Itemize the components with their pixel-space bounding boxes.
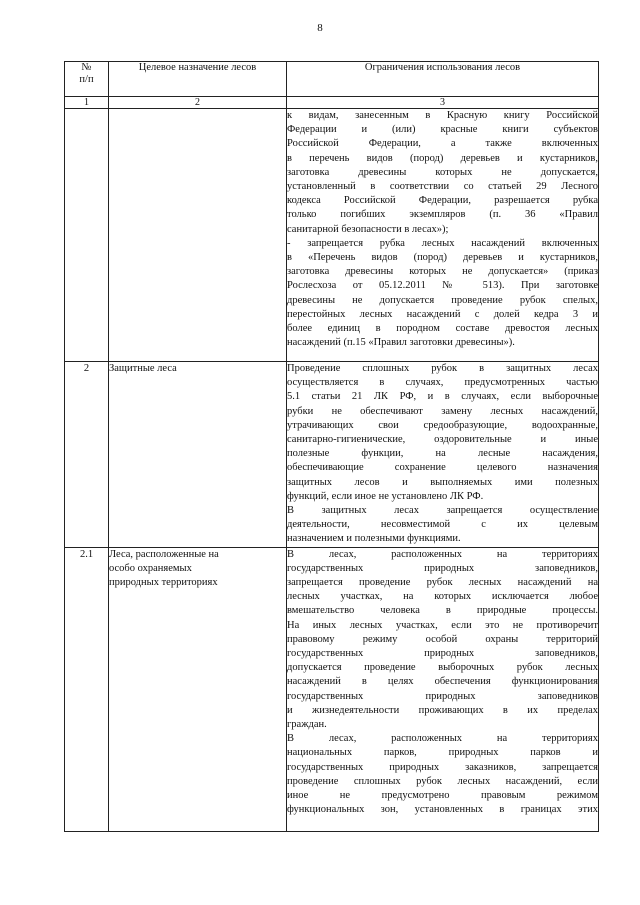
text-line: Защитные леса — [109, 363, 177, 374]
text-line: В лесах, расположенных на территориях — [287, 733, 598, 745]
row-number — [65, 109, 109, 362]
header-purpose: Целевое назначение лесов — [109, 62, 287, 97]
text-line: утрачивающих свои средообразующие, водоохранные, — [287, 419, 598, 431]
text-line: В лесах, расположенных на территориях — [287, 548, 598, 560]
text-line: допускается проведение выборочных рубок лесных — [287, 662, 598, 674]
row-purpose — [109, 547, 287, 831]
text-line: перестойных лесных насаждений с долей кедра 3 и — [287, 308, 598, 320]
text-line: более единиц в породном составе древостоя лесных — [287, 323, 598, 335]
text-line: защитных лесов и выполняемых ими полезных — [287, 476, 598, 488]
text-line: национальных парков, природных парков и — [287, 747, 598, 759]
text-line: насаждений (п.15 «Правил заготовки древесины»). — [287, 337, 515, 349]
text-line: и жизнедеятельности проживающих в их пределах — [287, 704, 598, 716]
text-line: только погибших экземпляров (п. 36 «Правил — [287, 209, 598, 221]
header-restrictions: Ограничения использования лесов — [287, 62, 599, 97]
text-line: обеспечивающие сохранение целевого назначения — [287, 462, 598, 474]
text-line: природных территориях — [109, 577, 218, 589]
column-numbers-row — [65, 97, 599, 109]
text-line: Леса, расположенные на — [109, 548, 219, 560]
text-line: иное не предусмотрено правовым режимом — [287, 790, 598, 802]
row-restrictions — [287, 547, 599, 831]
text-line: Рослесхоза от 05.12.2011 № 513). При заготовке — [287, 280, 598, 292]
text-line: осуществляется в случаях, предусмотренных частью — [287, 377, 598, 389]
text-line: назначением и полезными функциями. — [287, 533, 461, 545]
row-restrictions — [287, 362, 599, 548]
text-line: кодекса Российской Федерации, разрешается рубка — [287, 195, 598, 207]
text-line: заготовка древесины которых не допускается, — [287, 166, 598, 178]
text-line: проведение сплошных рубок лесных насаждений, если — [287, 775, 598, 787]
text-line: граждан. — [287, 719, 327, 731]
header-number-line: № — [81, 62, 92, 73]
text-line: государственных природных заказников, запрещается — [287, 761, 598, 773]
text-line: заготовка древесины которых не допускается» (приказ — [287, 266, 598, 278]
table-row — [65, 362, 599, 548]
column-number: 1 — [65, 97, 109, 109]
text-line: функциональных зон, установленных в границах этих — [287, 804, 598, 816]
table-header-row — [65, 62, 599, 97]
header-number — [65, 62, 109, 97]
text-line: насаждений в целях обеспечения функционирования — [287, 676, 598, 688]
text-line: в «Перечень видов (пород) деревьев и кустарников, — [287, 252, 598, 264]
text-line: к видам, занесенным в Красную книгу Российской — [287, 110, 598, 121]
text-line: правовому режиму особой охраны территорий — [287, 633, 598, 645]
column-number: 2 — [109, 97, 287, 109]
header-number-line: п/п — [79, 74, 94, 85]
row-number: 2.1 — [65, 547, 109, 831]
text-line: функций, если иное не установлено ЛК РФ. — [287, 490, 484, 502]
text-line: рубки не обеспечивают замену лесных насаждений, — [287, 405, 598, 417]
text-line: Российской Федерации, а также включенных — [287, 138, 598, 150]
text-line: древесины не допускается проведение рубок спелых, — [287, 294, 598, 306]
text-line: установленный в соответствии со статьей 29 Лесного — [287, 181, 598, 193]
text-line: - запрещается рубка лесных насаждений включенных — [287, 237, 598, 249]
text-line: лесных участках, на которых исключается любое — [287, 591, 598, 603]
text-line: Федерации и (или) красные книги субъектов — [287, 124, 598, 136]
text-line: государственных природных заповедников, — [287, 648, 598, 660]
text-line: деятельности, несовместимой с их целевым — [287, 519, 598, 531]
page-number: 8 — [317, 22, 323, 34]
text-line: запрещается проведение рубок лесных насаждений на — [287, 577, 598, 589]
row-purpose — [109, 362, 287, 548]
row-restrictions — [287, 109, 599, 362]
text-line: государственных природных заповедников, — [287, 562, 598, 574]
column-number: 3 — [287, 97, 599, 109]
text-line: санитарно-гигиенические, оздоровительные и иные — [287, 434, 598, 446]
text-line: санитарной безопасности в лесах»); — [287, 223, 449, 235]
text-line: полезные функции, на лесные насаждения, — [287, 448, 598, 460]
text-line: Проведение сплошных рубок в защитных лесах — [287, 363, 598, 374]
forest-restrictions-table — [64, 61, 599, 832]
text-line: государственных природных заповедников — [287, 690, 598, 702]
text-line: в перечень видов (пород) деревьев и кустарников, — [287, 152, 598, 164]
text-line: особо охраняемых — [109, 562, 192, 574]
row-number: 2 — [65, 362, 109, 548]
text-line: вмешательство человека в природные процессы. — [287, 605, 598, 617]
text-line: 5.1 статьи 21 ЛК РФ, и в случаях, если выборочные — [287, 391, 598, 403]
table-row — [65, 547, 599, 831]
text-line: На иных лесных участках, если это не противоречит — [287, 619, 598, 631]
text-line: В защитных лесах запрещается осуществление — [287, 505, 598, 517]
table-row — [65, 109, 599, 362]
row-purpose — [109, 109, 287, 362]
